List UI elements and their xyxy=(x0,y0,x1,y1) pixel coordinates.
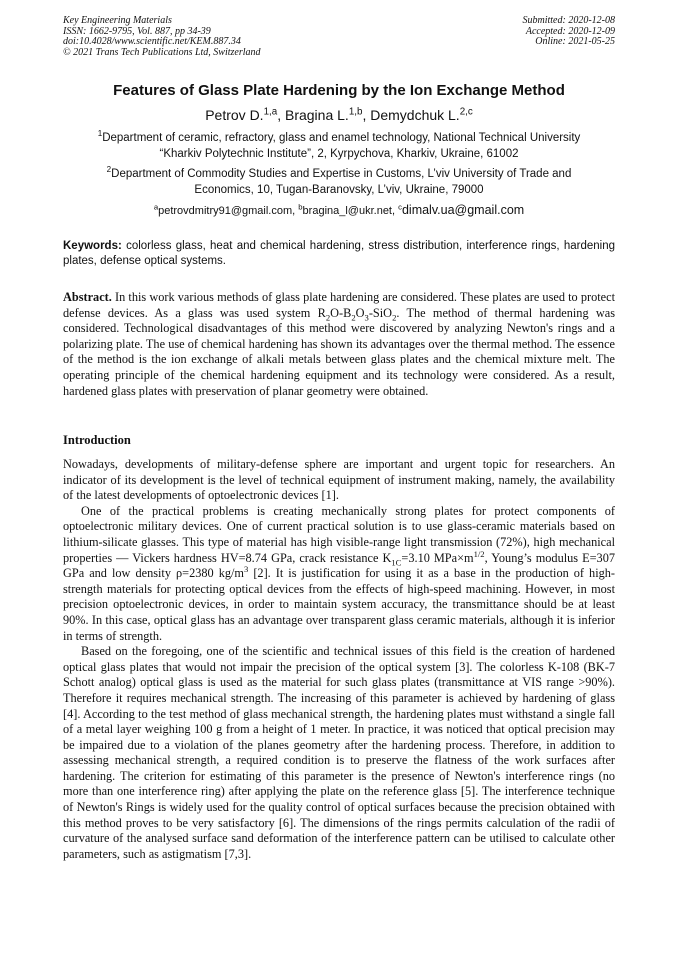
email-mark: c xyxy=(398,202,402,212)
author-list xyxy=(40,107,638,123)
author-separator: , xyxy=(362,107,371,123)
email-link[interactable]: petrovdmitry91@gmail.com xyxy=(158,205,293,217)
online-date: Online: 2021-05-25 xyxy=(535,36,615,47)
submission-dates xyxy=(523,16,616,48)
accepted-date: Accepted: 2020-12-09 xyxy=(525,25,615,37)
email-mark: b xyxy=(298,202,303,212)
paragraph-text: , Young’s modulus E=307 GPa and low density ρ=2380 kg/m xyxy=(63,550,615,581)
abstract-text: . The method of thermal hardening was considered. Technological disadvantages of this method were discovered by analyzing Newton's rings and a polarizing plate. The use of chemical hardening has shown its advantages over the thermal method. The essence of the method is the ion exchange of alkali metals between glass plates and the chemical mixture melt. The operating principle of the chemical hardening equipment and its technology were considered. As a result, hardened glass plates with preservation of planar geometry were obtained. xyxy=(63,305,616,398)
paragraph-text: One of the practical problems is creating mechanically strong plates for protect components of optoelectronic military devices. One of current practical solution is to use glass-ceramic materials based on lithium-silicate glasses. This type of material has high visible-range light transmission (72%), high mechanical properties — Vickers hardness HV=8.74 GPa, crack resistance K xyxy=(63,503,615,565)
author-affil-mark: 2,c xyxy=(459,106,473,118)
subscript: 1C xyxy=(391,557,402,568)
affiliation-1 xyxy=(63,130,615,162)
paragraph: Nowadays, developments of military-defense sphere are important and urgent topic for researchers. An indicator of its development is the level of technical equipment of instrument making, namely, the availability of the latest developments of optoelectronic devices [1]. xyxy=(63,457,615,503)
superscript: 1/2 xyxy=(473,548,485,559)
author-affil-mark: 1,b xyxy=(348,106,363,118)
journal-copyright: © 2021 Trans Tech Publications Ltd, Switzerland xyxy=(63,46,261,58)
abstract xyxy=(63,290,615,399)
affiliation-2 xyxy=(63,166,615,198)
paragraph: Based on the foregoing, one of the scientific and technical issues of this field is the creation of hardened optical glass plates that would not impair the precision of the optical system [3]. The colorless K-108 (BK-7 Schott analog) optical glass is used as the material for such glass plates (transmittance at VIS range >90%). Therefore it requires mechanical strength. The increasing of this parameter is achieved by hardening of glass [4]. According to the test method of glass mechanical strength, the hardening plates must withstand a single fall of a metal layer weighing 100 g from a height of 1 meter. In practice, it was noticed that optical precision may be impaired due to a violation of the planes geometry after the hardening process. Therefore, in addition to assessing mechanical strength, a required condition is to preserve the flatness of the work surfaces after hardening. The criterion for estimating of this parameter is the presence of Newton's interference rings (no more than one interference ring) after applying the plate on the reference glass [5]. The interference technique of Newton's Rings is widely used for the quality control of optical surfaces because the precision obtained with this method proves to be very satisfactory [6]. The dimensions of the rings permits calculation of the radii of curvature of the analysed surface sand deformation of the interference pattern can be utilised to calculate other parameters, such as astigmatism [7,3]. xyxy=(63,644,615,861)
author-emails xyxy=(63,203,615,217)
introduction-body xyxy=(63,457,615,862)
keywords xyxy=(63,239,615,269)
author-name: Petrov D. xyxy=(205,107,264,123)
abstract-text: -SiO xyxy=(368,305,393,320)
submitted-date: Submitted: 2020-12-08 xyxy=(522,15,615,26)
email-separator: , xyxy=(292,205,299,217)
journal-doi: doi:10.4028/www.scientific.net/KEM.887.34 xyxy=(63,36,241,47)
affiliation-mark: 1 xyxy=(97,129,103,139)
affiliation-line: Economics, 10, Tugan-Baranovsky, L’viv, Ukraine, 79000 xyxy=(194,184,484,196)
paragraph-text: [2]. It is justification for using it as a base in the production of high-strength materials for protecting optical devices from the effects of high-speed machining. However, in most precision optoelectronic devices, in order to maintain system accuracy, the transmittance should be at least 90%. In this case, optical glass has an advantage over transparent glass ceramic materials, although it is inferior in terms of strength. xyxy=(63,566,615,643)
journal-issn: ISSN: 1662-9795, Vol. 887, pp 34-39 xyxy=(63,25,211,37)
subscript: 3 xyxy=(364,312,369,323)
affiliation-mark: 2 xyxy=(106,165,112,175)
subscript: 2 xyxy=(392,312,397,323)
abstract-text: O xyxy=(355,305,365,320)
section-heading-introduction: Introduction xyxy=(63,433,131,447)
email-link[interactable]: dimalv.ua@gmail.com xyxy=(401,203,525,217)
paragraph-text: =3.10 MPa×m xyxy=(401,550,474,565)
superscript: 3 xyxy=(243,564,249,575)
subscript: 2 xyxy=(325,312,331,323)
paper-title: Features of Glass Plate Hardening by the Ion Exchange Method xyxy=(113,82,565,99)
abstract-label: Abstract. xyxy=(63,290,112,304)
author-affil-mark: 1,a xyxy=(263,106,278,118)
affiliation-line: Department of Commodity Studies and Expertise in Customs, L’viv University of Trade and xyxy=(111,168,572,180)
paragraph xyxy=(63,504,615,644)
author-name: Demydchuk L. xyxy=(370,107,460,123)
email-separator: , xyxy=(392,205,399,217)
keywords-text: colorless glass, heat and chemical hardening, stress distribution, interference rings, hardening plates, defense optical systems. xyxy=(63,240,615,267)
subscript: 2 xyxy=(351,312,356,323)
email-link[interactable]: bragina_l@ukr.net xyxy=(302,205,392,217)
keywords-label: Keywords: xyxy=(63,240,122,252)
affiliation-line: “Kharkiv Polytechnic Institute”, 2, Kyrpychova, Kharkiv, Ukraine, 61002 xyxy=(159,148,519,160)
abstract-text: In this work various methods of glass plate hardening are considered. These plates are used to protect defense devices. As a glass was used system R xyxy=(63,290,615,320)
abstract-text: O-B xyxy=(330,305,352,320)
journal-name: Key Engineering Materials xyxy=(63,15,172,26)
email-mark: a xyxy=(153,202,159,212)
journal-info xyxy=(63,16,261,58)
author-name: Bragina L. xyxy=(284,107,349,123)
author-separator: , xyxy=(277,107,285,123)
affiliation-line: Department of ceramic, refractory, glass and enamel technology, National Technical University xyxy=(102,132,581,144)
